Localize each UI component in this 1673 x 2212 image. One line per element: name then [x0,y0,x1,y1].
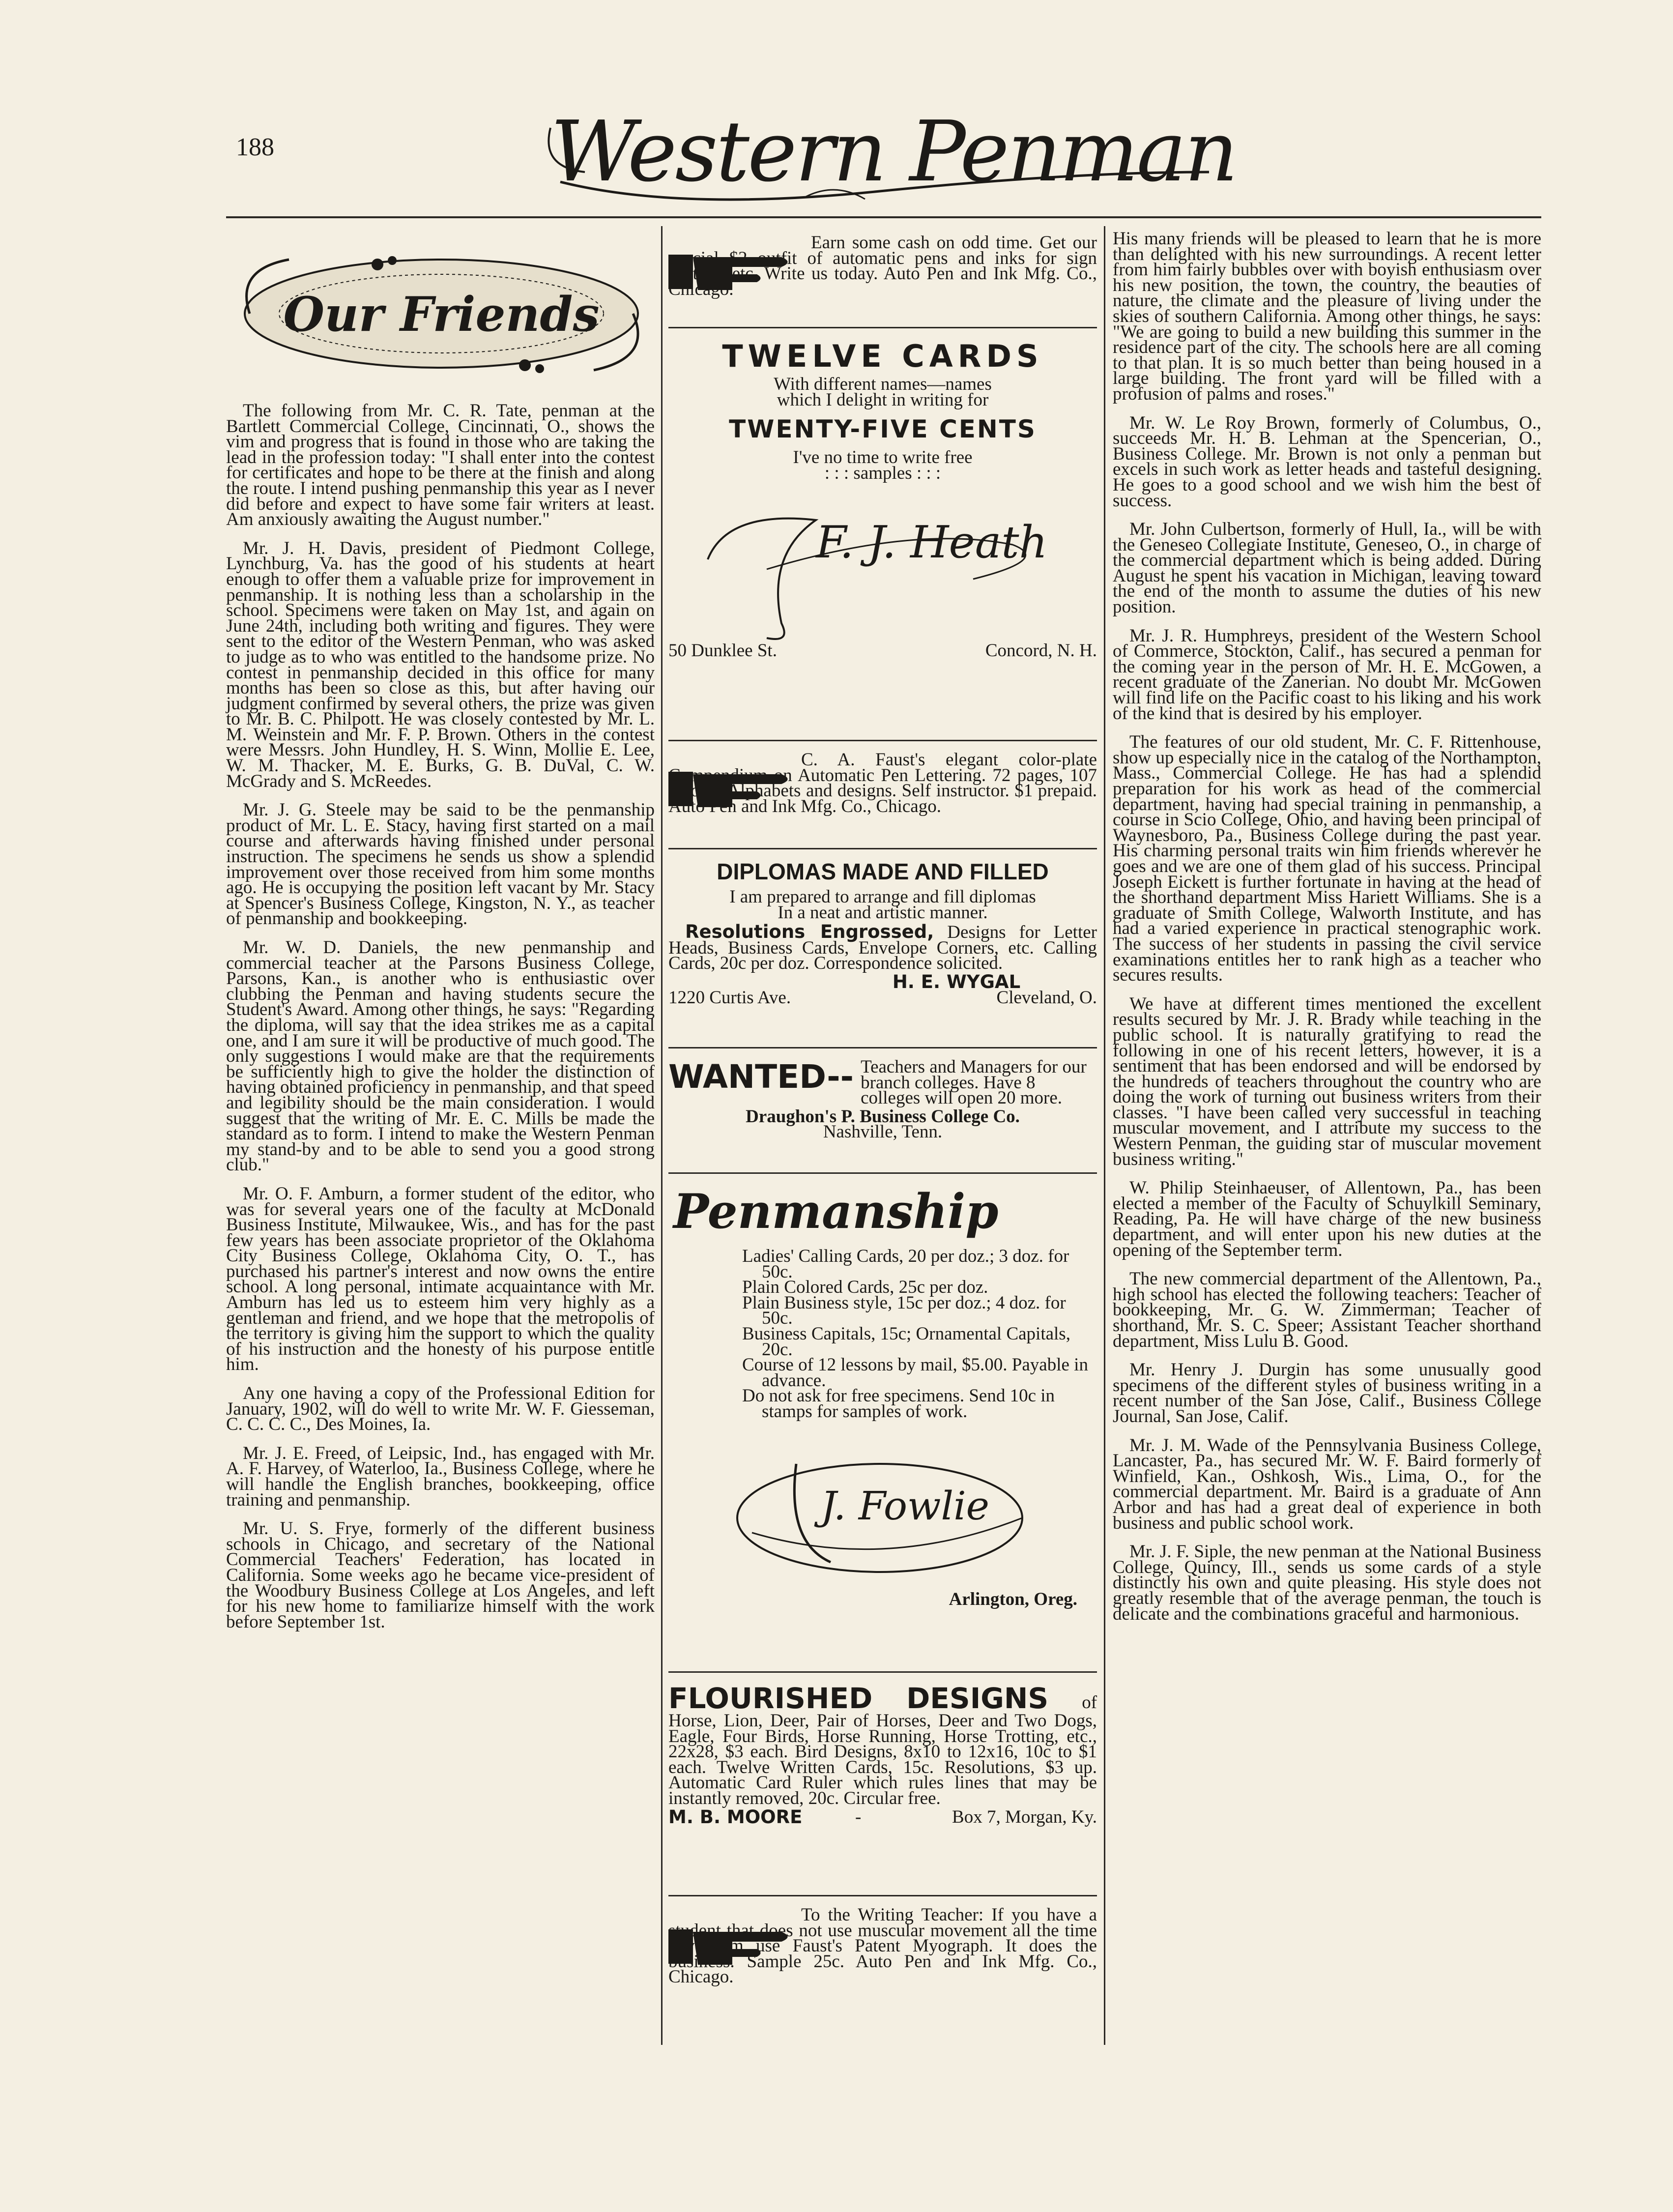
ad-address-left: 1220 Curtis Ave. [668,987,791,1008]
ad-faust-text: C. A. Faust's elegant color-plate Compendium on Automatic Pen Lettering. 72 pages, 107 colored Alphabets and designs. Self instructor. $1 prepaid. Auto Pen and Ink Mfg. Co., Chicago. [668,750,1097,816]
page-number: 188 [236,133,274,161]
paragraph: Mr. W. D. Daniels, the new penmanship and commercial teacher at the Parsons Business College, Parsons, Kan., is another who is enthusiastic over clubbing the Penman and having students secure the Student's Award. Among other things, he says: "Regarding the diploma, will say that the idea strikes me as a capital one, and I am sure it will be productive of much good. The only suggestions I would make are that the requirements be sufficiently high to give the holder the distinction of having obtained proficiency in penmanship, and that speed and legibility should be the main consideration. I would suggest that the writing of Mr. E. C. Mills be made the standard as to form. I intend to make the Western Penman my stand-by and to be able to send you a good strong club." [226,937,655,1175]
paragraph: Mr. W. Le Roy Brown, formerly of Columbus, O., succeeds Mr. H. B. Lehman at the Spencerian, O., Business College. Mr. Brown is not only a penman but excels in such work as letter heads and tasteful designing. He goes to a good school and we wish him the best of success. [1113,412,1541,511]
paragraph: Mr. John Culbertson, formerly of Hull, Ia., will be with the Geneseo Collegiate Institute, Geneseo, O., in charge of the commercial department which is being added. During August he spent his vacation in Michigan, leaving toward the end of the month to assume the duties of his new position. [1113,519,1541,617]
heath-signature [668,481,1097,643]
ad-title: DIPLOMAS MADE AND FILLED [717,859,1049,884]
ad-divider [668,740,1097,741]
paragraph: Mr. J. R. Humphreys, president of the Western School of Commerce, Stockton, Calif., has secured a penman for the coming year in the person of Mr. H. E. McGowen, a recent graduate of the Zanerian. No doubt Mr. McGowen will find life on the Pacific coast to his liking and his work of the kind that is desired by his employer. [1113,625,1541,724]
price-item: Course of 12 lessons by mail, $5.00. Payable in advance. [742,1355,1088,1391]
ad-line: In a neat and artistic manner. [778,902,988,923]
ad-faust-compendium [668,752,1097,845]
ad-divider [668,1172,1097,1174]
ad-divider [668,1895,1097,1896]
ad-lead: Resolutions Engrossed, [685,921,934,943]
signature-text: F. J. Heath [816,517,1048,569]
ad-body: Designs for Letter Heads, Business Cards, Envelope Corners, etc. Calling Cards, 20c per doz. Correspondence solicited. [668,922,1097,974]
paragraph: Mr. U. S. Frye, formerly of the different business schools in Chicago, and secretary of the National Commercial Teachers' Federation, has located in California. Some weeks ago he became vice-president of the Woodbury Business College at Los Angeles, and left for his new home to familiarize himself with the work before September 1st. [226,1518,655,1632]
our-friends-banner [230,240,653,387]
ad-flourished-designs [668,1684,1097,1915]
masthead [531,98,1237,206]
paragraph: His many friends will be pleased to learn that he is more than delighted with his new surroundings. A recent letter from him fairly bubbles over with boyish enthusiasm over his new position, the town, the country, the beauties of nature, the climate and the pleasure of living under the skies of southern California. Among other things, he says: "We are going to build a new building this summer in the residence part of the city. The schools here are all coming to that plan. It is so much better than being housed in a large building. The front yard will be filled with a profusion of palms and roses." [1113,229,1541,404]
ad-company: Draughon's P. Business College Co. [746,1106,1020,1127]
ad-name: M. B. MOORE [668,1806,803,1828]
paragraph: Mr. J. F. Siple, the new penman at the National Business College, Quincy, Ill., sends us some cards of a style distinctly his own and quite pleasing. His style does not greatly resemble that of the average penman, the touch is delicate and the combinations graceful and harmonious. [1113,1542,1541,1624]
ad-flourished-title: FLOURISHED DESIGNS [668,1682,1049,1715]
column-divider-left [661,226,663,2045]
our-friends-title: Our Friends [283,287,600,342]
masthead-title: Western Penman [550,103,1237,201]
ad-line: which I delight in writing for [777,389,989,410]
paragraph: Mr. O. F. Amburn, a former student of the editor, who was for several years one of the faculty at McDonald Business Institute, Milwaukee, Wis., and has for the past few years has been associate proprietor of the Oklahoma City Business College, Oklahoma City, O. T., has purchased his partner's interest and now owns the entire school. A long personal, intimate acquaintance with Mr. Amburn has led us to esteem him very highly as a gentleman and friend, and we hope that the metropolis of the territory is giving him the support to which the quality of his instruction and the honesty of his purpose entitle him. [226,1183,655,1375]
ad-flourished-text: of Horse, Lion, Deer, Pair of Horses, Deer and Two Dogs, Eagle, Four Birds, Horse Running, Horse Trotting, etc., 22x28, $3 each. Bird Designs, 8x10 to 12x16, 10c to $1 each. Twelve Written Cards, 15c. Resolutions, $3 up. Automatic Card Ruler which rules lines that may be instantly removed, 20c. Circular free. [668,1692,1097,1808]
paragraph: Mr. Henry J. Durgin has some unusually good specimens of the different styles of business writing in a recent number of the San Jose, Calif., Business College Journal, San Jose, Calif. [1113,1360,1541,1426]
ad-wanted [668,1059,1097,1163]
paragraph: Mr. J. E. Freed, of Leipsic, Ind., has engaged with Mr. A. F. Harvey, of Waterloo, Ia., Business College, where he will handle the English branches, bookkeeping, office training and penmanship. [226,1443,655,1510]
ad-divider [668,327,1097,328]
paragraph: The new commercial department of the Allentown, Pa., high school has elected the following teachers: Teacher of bookkeeping, Mr. G. W. Zimmerman; Teacher of shorthand, Mr. S. C. Speer; Assistant Teacher shorthand department, Miss Lulu B. Good. [1113,1269,1541,1351]
paragraph: Any one having a copy of the Professional Edition for January, 1902, will do well to write Mr. W. F. Giesseman, C. C. C. C., Des Moines, Ia. [226,1383,655,1435]
ad-city: Nashville, Tenn. [823,1122,943,1142]
ad-line: : : : samples : : : [824,463,941,483]
paragraph: The features of our old student, Mr. C. F. Rittenhouse, show up especially nice in the catalog of the Northampton, Mass., Commercial College. He has had a splendid preparation for his work as head of the commercial department, having had special training in penmanship, a course in Scio College, Ohio, and having been principal of Waynesboro, Pa., Business College during the past year. His charming personal traits win him friends wherever he goes and we are one of them glad of his success. Principal Joseph Eickett is further fortunate in having at the head of the shorthand department Miss Hariett Williams. She is a graduate of Smith College, Walworth Institute, and has had a varied experience in practical stenographic work. The success of her students in passing the civil service examinations entitles her to rank high as a teacher who secures results. [1113,732,1541,986]
price-item: Ladies' Calling Cards, 20 per doz.; 3 doz. for 50c. [742,1246,1069,1282]
signature-text: J. Fowlie [821,1483,990,1529]
fowlie-signature [668,1425,1097,1587]
ad-divider [668,1047,1097,1048]
ad-line: With different names—names [774,374,992,394]
column-divider-right [1104,226,1105,2045]
ad-diplomas [668,858,1097,1045]
paragraph: W. Philip Steinhaeuser, of Allentown, Pa., has been elected a member of the Faculty of Schuylkill Seminary, Reading, Pa. He will have charge of the new business department, and will enter upon his new duties at the opening of the September term. [1113,1178,1541,1260]
ad-name: H. E. WYGAL [892,971,1021,992]
ad-earn-cash [668,235,1097,319]
ad-twelve-cards [668,339,1097,728]
price-item: Plain Business style, 15c per doz.; 4 doz. for 50c. [742,1292,1066,1329]
paragraph: Mr. J. G. Steele may be said to be the penmanship product of Mr. L. E. Stacy, having first started on a mail course and afterwards having finished under personal instruction. The specimens he sends us show a splendid improvement over those received from him some months ago. He is occupying the position left vacant by Mr. Stacy at Spencer's Business College, Kingston, N. Y., as teacher of penmanship and bookkeeping. [226,800,655,929]
ad-writing-teacher [668,1907,1097,2035]
ad-earn-cash-text: Earn some cash on odd time. Get our special $2 outfit of automatic pens and inks for sign writing, etc. Write us today. Auto Pen and Ink Mfg. Co., Chicago. [668,233,1097,299]
ad-divider [668,848,1097,849]
ad-address-right: Cleveland, O. [996,987,1097,1008]
ad-divider [668,1671,1097,1673]
paragraph: Mr. J. H. Davis, president of Piedmont College, Lynchburg, Va. has the good of his students at heart enough to offer them a valuable prize for improvement in penmanship. It is nothing less than a scholarship in the school. Specimens were taken on May 1st, and again on June 24th, including both writing and figures. They were sent to the editor of the Western Penman, who was asked to judge as to who was entitled to the handsome prize. No contest in penmanship decided in this office for many months has been so close as this, but after having our judgment confirmed by several others, the prize was given to Mr. B. C. Philpott. He was closely contested by Mr. L. M. Weinstein and Mr. F. P. Brown. Others in the contest were Messrs. John Hundley, H. S. Winn, Mollie E. Lee, W. M. Thacker, M. E. Burks, G. B. DuVal, C. W. McGrady and S. McReedes. [226,538,655,791]
ad-title: TWELVE CARDS [722,338,1043,374]
ad-address-right: Concord, N. H. [985,640,1097,661]
ad-wanted-title: WANTED-- [668,1058,854,1096]
paragraph: The following from Mr. C. R. Tate, penman at the Bartlett Commercial College, Cincinnati, O., shows the vim and progress that is found in those who are taking the lead in the profession today: "I shall enter into the contest for certificates and hope to be there at the finish and along the route. I intend pushing penmanship this year as I never did before and expect to have some fair writers at least. Am anxiously awaiting the August number." [226,401,655,530]
header-rule [226,216,1541,218]
price-item: Do not ask for free specimens. Send 10c in stamps for samples of work. [742,1386,1055,1422]
paragraph: Mr. J. M. Wade of the Pennsylvania Business College, Lancaster, Pa., has secured Mr. W. F. Baird formerly of Winfield, Kan., Oshkosh, Wis., Lima, O., for the commercial department. Mr. Baird is a graduate of Ann Arbor and has had a great deal of experience in both business and public school work. [1113,1435,1541,1533]
column-left [226,403,655,1643]
ad-price: TWENTY-FIVE CENTS [729,415,1037,444]
ad-line: I am prepared to arrange and fill diplomas [729,887,1036,907]
ad-address-left: 50 Dunklee St. [668,640,777,661]
ad-city: Arlington, Oreg. [949,1589,1077,1609]
ad-wanted-text: Teachers and Managers for our branch colleges. Have 8 colleges will open 20 more. [861,1057,1087,1108]
ad-writing-teacher-text: To the Writing Teacher: If you have a student that does not use muscular movement all the time have him use Faust's Patent Myograph. It does the business. Sample 25c. Auto Pen and Ink Mfg. Co., Chicago. [668,1905,1097,1987]
price-item: Business Capitals, 15c; Ornamental Capitals, 20c. [742,1323,1070,1360]
paragraph: We have at different times mentioned the excellent results secured by Mr. J. R. Brady while teaching in the public school. It is naturally gratifying to read the following in one of his recent letters, however, it is a sentiment that has been endorsed and will be endorsed by the hundreds of teachers throughout the country who are doing the work of turning out business writers from their classes. "I have been called very successful in teaching muscular movement, and I attribute my success to the Western Penman, the guiding star of muscular movement business writing." [1113,993,1541,1169]
ad-dash: - [855,1806,862,1827]
price-item: Plain Colored Cards, 25c per doz. [742,1277,988,1298]
ad-address: Box 7, Morgan, Ky. [952,1806,1097,1827]
ad-penmanship [668,1185,1097,1647]
ad-penmanship-title: Penmanship [673,1184,999,1239]
column-right [1113,231,1541,1635]
ad-line: I've no time to write free [793,447,973,468]
